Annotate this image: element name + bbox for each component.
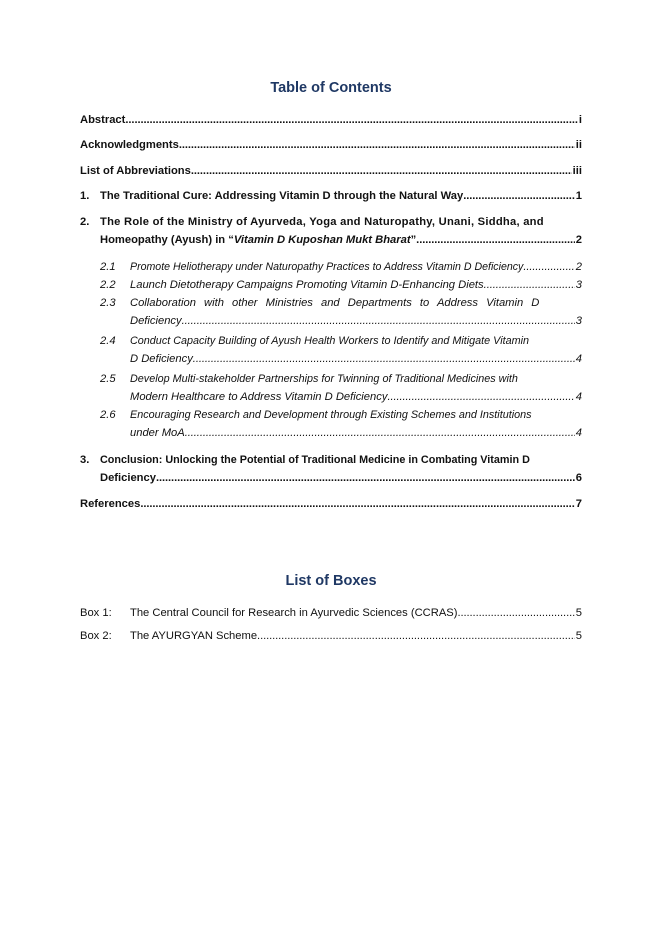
toc-entry-abbreviations[interactable]: List of Abbreviations . . . iii (80, 163, 582, 181)
section-number: 1. (80, 190, 90, 202)
box-entry-2[interactable]: Box 2: The AYURGYAN Scheme . . . 5 (80, 628, 582, 646)
section-number: 2.3 (100, 297, 116, 309)
toc-entry-section-2-4[interactable]: 2.4 Conduct Capacity Building of Ayush Health Workers to Identify and Mitigate Vitamin D Deficiency . . . 4 (80, 333, 582, 368)
toc-entry-section-2[interactable]: 2. The Role of the Ministry of Ayurveda, Yoga and Naturopathy, Unani, Siddha, and Homeopathy (Ayush) in “Vitamin D Kuposhan Mukt Bharat” . . . 2 (80, 214, 582, 249)
section-number: 2.1 (100, 261, 116, 273)
box-number: Box 2: (80, 630, 112, 642)
toc-entry-section-2-6[interactable]: 2.6 Encouraging Research and Development through Existing Schemes and Institutions under MoA . . . 4 (80, 407, 582, 442)
box-number: Box 1: (80, 607, 112, 619)
toc-entry-section-1[interactable]: 1. The Traditional Cure: Addressing Vitamin D through the Natural Way . . . 1 (80, 188, 582, 206)
toc-title: Table of Contents (270, 80, 392, 96)
toc-entry-section-2-3[interactable]: 2.3 Collaboration with other Ministries and Departments to Address Vitamin D Deficiency . . . 3 (80, 295, 582, 330)
toc-entry-abstract[interactable]: Abstract . . . i (80, 112, 582, 130)
toc-entry-section-2-1[interactable]: 2.1 Promote Heliotherapy under Naturopathy Practices to Address Vitamin D Deficiency . . . 2 (80, 259, 582, 277)
toc-entry-section-2-5[interactable]: 2.5 Develop Multi-stakeholder Partnerships for Twinning of Traditional Medicines with Modern Healthcare to Address Vitamin D Deficiency . . . 4 (80, 371, 582, 406)
toc-entry-section-3[interactable]: 3. Conclusion: Unlocking the Potential of Traditional Medicine in Combating Vitamin D Deficiency . . . 6 (80, 452, 582, 487)
toc-entry-references[interactable]: References . . . 7 (80, 496, 582, 514)
section-number: 2.4 (100, 335, 116, 347)
section-number: 2.6 (100, 409, 116, 421)
toc-entry-acknowledgments[interactable]: Acknowledgments . . . ii (80, 137, 582, 155)
toc-entry-section-2-2[interactable]: 2.2 Launch Dietotherapy Campaigns Promoting Vitamin D-Enhancing Diets. . . . 3 (80, 277, 582, 295)
section-number: 3. (80, 454, 90, 466)
boxes-title: List of Boxes (285, 573, 377, 589)
section-number: 2. (80, 216, 90, 228)
section-number: 2.2 (100, 279, 116, 291)
section-number: 2.5 (100, 373, 116, 385)
box-entry-1[interactable]: Box 1: The Central Council for Research in Ayurvedic Sciences (CCRAS) . . . 5 (80, 605, 582, 623)
